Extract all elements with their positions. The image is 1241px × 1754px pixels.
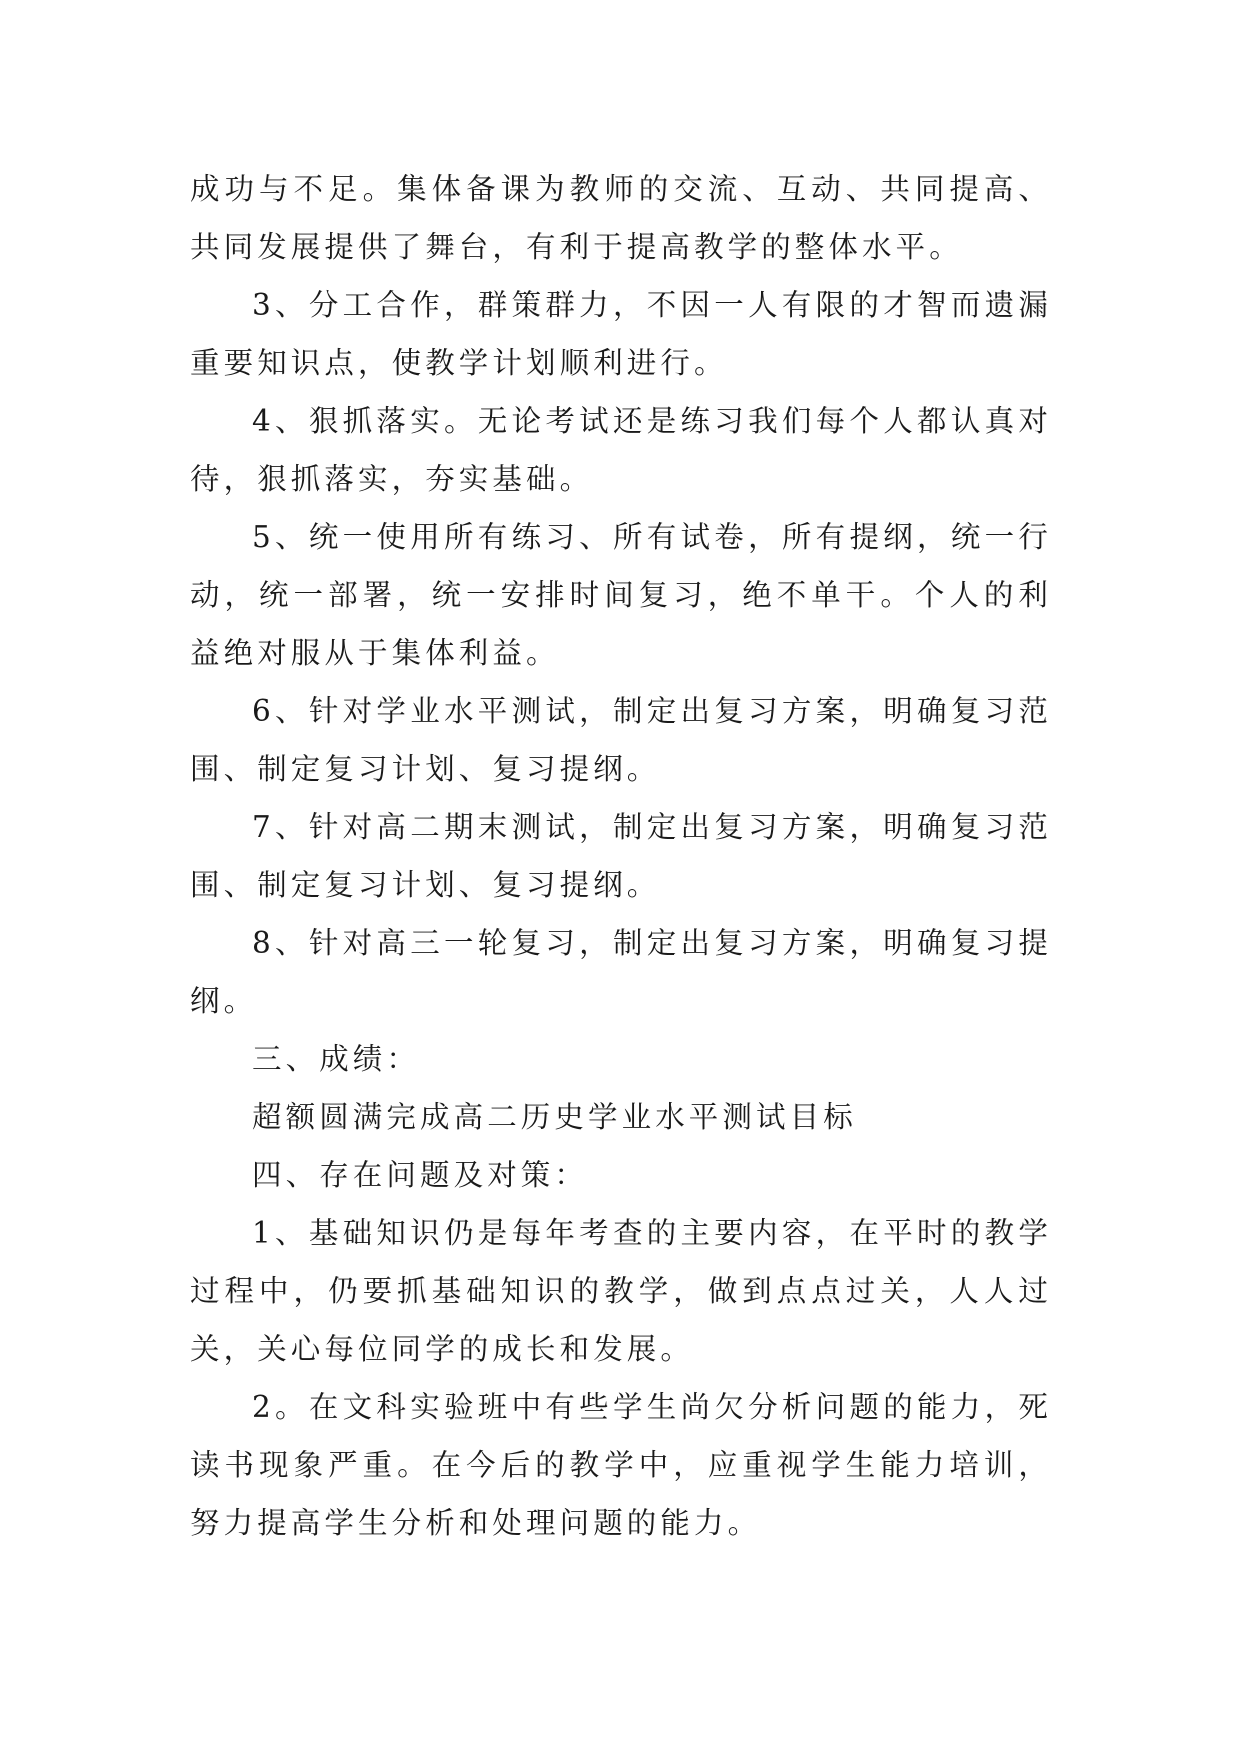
paragraph-item-3: 3、分工合作，群策群力，不因一人有限的才智而遗漏重要知识点，使教学计划顺利进行。 [190, 288, 1052, 380]
paragraph-problem-1: 1、基础知识仍是每年考查的主要内容，在平时的教学过程中，仍要抓基础知识的教学，做到点点过关，人人过关，关心每位同学的成长和发展。 [190, 1216, 1052, 1366]
paragraph-item-6: 6、针对学业水平测试，制定出复习方案，明确复习范围、制定复习计划、复习提纲。 [190, 694, 1052, 786]
paragraph-problem-2: 2。在文科实验班中有些学生尚欠分析问题的能力，死读书现象严重。在今后的教学中，应重视学生能力培训，努力提高学生分析和处理问题的能力。 [190, 1390, 1052, 1540]
document-body [190, 160, 1052, 1552]
paragraph-item-7: 7、针对高二期末测试，制定出复习方案，明确复习范围、制定复习计划、复习提纲。 [190, 810, 1052, 902]
paragraph-results: 超额圆满完成高二历史学业水平测试目标 [252, 1100, 857, 1134]
section-heading-results: 三、成绩： [252, 1042, 421, 1076]
paragraph-continuation: 成功与不足。集体备课为教师的交流、互动、共同提高、共同发展提供了舞台，有利于提高教学的整体水平。 [190, 172, 1052, 264]
paragraph-item-8: 8、针对高三一轮复习，制定出复习方案，明确复习提纲。 [190, 926, 1052, 1018]
paragraph-item-5: 5、统一使用所有练习、所有试卷，所有提纲，统一行动，统一部署，统一安排时间复习，绝不单干。个人的利益绝对服从于集体利益。 [190, 520, 1052, 670]
section-heading-problems: 四、存在问题及对策： [252, 1158, 589, 1192]
paragraph-item-4: 4、狠抓落实。无论考试还是练习我们每个人都认真对待，狠抓落实，夯实基础。 [190, 404, 1052, 496]
